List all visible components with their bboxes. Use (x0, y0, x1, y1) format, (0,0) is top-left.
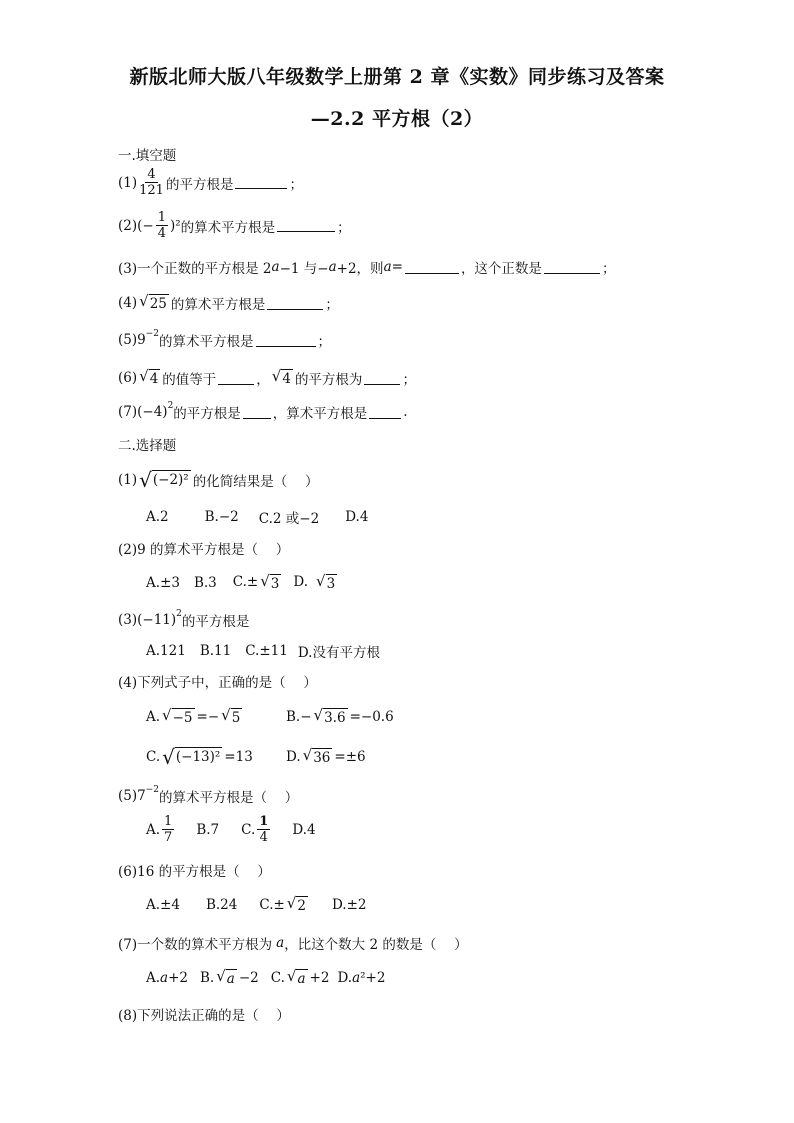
option-d[interactable] (286, 748, 366, 766)
radicand: a (297, 971, 306, 987)
c3-text: 的平方根是 (181, 614, 250, 630)
option-a-label: A. (146, 821, 161, 838)
option-d[interactable]: D.没有平方根 (297, 645, 380, 661)
choice-1-options (146, 507, 368, 527)
sqrt-expression (316, 574, 337, 592)
q3-end: ； (601, 261, 616, 277)
radical-sign-icon: √ (302, 746, 313, 764)
answer-blank[interactable] (267, 297, 323, 310)
equals-text: =−0.6 (349, 709, 394, 725)
fraction-numerator: 1 (259, 814, 269, 829)
option-b-rest: −2 (238, 970, 259, 986)
q4-end: ； (325, 297, 339, 313)
question-fill-6 (118, 368, 416, 388)
sqrt-expression (139, 294, 169, 312)
option-b[interactable] (200, 969, 259, 987)
question-fill-1 (118, 168, 303, 197)
section-choice: 二.选择题 (118, 438, 177, 454)
option-a[interactable] (146, 708, 286, 726)
radical-sign-icon: √ (139, 468, 152, 492)
answer-blank[interactable] (369, 406, 401, 419)
sqrt-expression (272, 369, 293, 387)
q1-prefix: (1) (118, 174, 138, 191)
option-c-label: C. (241, 821, 256, 838)
choice-4-options-row-2 (146, 747, 366, 767)
option-d-label: D. (337, 970, 353, 986)
radical-sign-icon: √ (313, 706, 324, 724)
sqrt-expression (216, 969, 237, 987)
option-c-label: C.± (232, 574, 259, 590)
answer-blank[interactable] (364, 372, 400, 385)
fraction (257, 815, 270, 844)
equals-text: =±6 (334, 749, 366, 765)
fraction (156, 211, 168, 240)
answer-blank[interactable] (277, 219, 335, 232)
sqrt-expression (287, 896, 308, 914)
radical-sign-icon: √ (139, 367, 149, 385)
q6-text: 的值等于 (162, 372, 217, 388)
superscript: 2 (176, 609, 182, 619)
equals-text: =13 (224, 749, 253, 765)
radical-sign-icon: √ (286, 967, 297, 985)
radical-sign-icon: √ (216, 967, 226, 985)
option-c[interactable] (146, 747, 286, 767)
option-c[interactable]: C.2 或−2 (258, 511, 320, 527)
fraction-denominator: 121 (139, 183, 164, 198)
radicand: 3 (270, 576, 280, 592)
option-a[interactable]: A.2 (146, 509, 169, 525)
q5-text: 的算术平方根是 (159, 334, 254, 350)
q6-end: ； (402, 372, 416, 388)
var-a: a (160, 970, 169, 986)
radicand: a (226, 971, 235, 987)
choice-2-options (146, 574, 339, 592)
radicand: (−13)² (175, 749, 221, 765)
q3-text-a: (3)一个正数的平方根是 2 (118, 261, 272, 277)
option-d[interactable] (337, 970, 385, 986)
fraction-numerator: 1 (157, 210, 166, 225)
option-d-label: D. (286, 749, 301, 765)
equals-text: =− (196, 709, 220, 725)
option-a-rest: +2 (168, 970, 189, 986)
q2-sup: )² (169, 217, 181, 234)
option-c-label: C. (146, 749, 161, 765)
q6-text-2: 的平方根为 (294, 372, 363, 388)
radicand: 2 (297, 898, 306, 914)
option-a[interactable] (146, 815, 176, 844)
fraction (139, 168, 164, 197)
c7-text-2: ，比这个数大 2 的数是（ ） (284, 937, 468, 953)
option-a[interactable]: A.121 (146, 643, 186, 659)
question-fill-7 (118, 402, 408, 422)
option-c[interactable] (241, 815, 272, 844)
radical-sign-icon: √ (221, 706, 231, 724)
answer-blank[interactable] (256, 334, 316, 347)
title-line-2: —2.2 平方根（2） (310, 108, 484, 130)
option-d-label: D. (293, 574, 309, 590)
answer-blank[interactable] (405, 261, 459, 274)
radicand: 3 (326, 576, 336, 592)
var-a: a (383, 259, 392, 275)
radicand: 25 (149, 296, 167, 312)
question-choice-1 (118, 470, 319, 490)
q7-end: . (403, 404, 408, 420)
option-b[interactable]: B.−2 (204, 509, 239, 525)
question-choice-6: (6)16 的平方根是（ ） (118, 864, 271, 880)
question-fill-2 (118, 211, 351, 240)
sqrt-expression (139, 369, 160, 387)
radical-sign-icon: √ (271, 367, 282, 385)
var-a: a (328, 259, 337, 275)
question-choice-8: (8)下列说法正确的是（ ） (118, 1008, 290, 1024)
answer-blank[interactable] (544, 261, 600, 274)
choice-7-options (146, 969, 385, 987)
q7-text: 的平方根是 (173, 406, 241, 422)
q7-prefix: (7)(−4) (118, 404, 168, 420)
option-c-label: C.± (259, 897, 285, 913)
c5-prefix: (5)7 (118, 788, 146, 804)
option-d[interactable] (293, 574, 339, 592)
var-a: a (352, 970, 361, 986)
option-b[interactable] (286, 708, 394, 726)
fraction-numerator: 1 (164, 814, 173, 829)
superscript: −2 (145, 785, 159, 795)
option-c[interactable] (259, 896, 310, 914)
fraction-denominator: 4 (157, 226, 166, 241)
fraction-denominator: 7 (164, 830, 173, 845)
q7-sep: ，算术平方根是 (272, 406, 368, 422)
option-a-label: A. (146, 709, 161, 725)
radicand: −5 (172, 710, 193, 726)
q3-text-e: +2，则 (336, 261, 384, 277)
choice-4-options-row-1 (146, 708, 394, 726)
option-b[interactable]: B.11 (199, 643, 232, 659)
q2-prefix: (2)(− (118, 217, 154, 234)
q6-sep: ， (256, 372, 270, 388)
sqrt-expression (139, 470, 191, 490)
q3-text-h: ，这个正数是 (460, 261, 542, 277)
radical-sign-icon: √ (286, 894, 297, 912)
radical-sign-icon: √ (139, 292, 149, 310)
option-d[interactable]: D.±2 (331, 897, 367, 913)
radicand: 4 (149, 371, 159, 387)
q3-text-g: = (391, 259, 403, 275)
sqrt-expression (162, 708, 194, 726)
q1-end: ； (289, 176, 303, 193)
title-line-1: 新版北师大版八年级数学上册第 2 章《实数》同步练习及答案 (129, 66, 665, 88)
sqrt-expression (303, 748, 333, 766)
superscript: −2 (145, 329, 159, 339)
option-c-rest: +2 (309, 970, 330, 986)
section-fill-blank: 一.填空题 (118, 148, 177, 164)
c1-text: 的化简结果是（ ） (192, 474, 319, 490)
radical-sign-icon: √ (162, 706, 172, 724)
sqrt-expression (221, 708, 242, 726)
option-a[interactable]: A.±4 (146, 897, 180, 913)
radicand: 3.6 (324, 710, 346, 726)
superscript: 2 (167, 401, 174, 411)
radicand: 5 (231, 710, 241, 726)
radical-sign-icon: √ (162, 745, 175, 769)
answer-blank[interactable] (218, 372, 254, 385)
fraction-numerator: 4 (147, 167, 156, 182)
option-d[interactable]: D.4 (292, 821, 316, 838)
choice-6-options (146, 896, 367, 914)
answer-blank[interactable] (235, 176, 287, 189)
question-choice-4: (4)下列式子中，正确的是（ ） (118, 675, 317, 691)
sqrt-expression (162, 747, 222, 767)
answer-blank[interactable] (243, 406, 271, 419)
radicand: 4 (282, 371, 291, 387)
q1-text: 的平方根是 (165, 176, 234, 193)
option-c[interactable]: C.±11 (245, 643, 288, 659)
option-b[interactable]: B.24 (205, 897, 238, 913)
option-a[interactable] (146, 970, 188, 986)
question-choice-5 (118, 786, 298, 806)
q3-text-c: −1 与− (279, 261, 329, 277)
option-c[interactable] (233, 574, 284, 592)
q6-prefix: (6) (118, 370, 138, 386)
q5-prefix: (5)9 (118, 332, 146, 348)
option-c-label: C. (270, 970, 285, 986)
c3-prefix: (3)(−11) (118, 612, 177, 628)
sqrt-expression (260, 574, 281, 592)
option-b-label: B.− (286, 709, 312, 725)
choice-3-options (146, 641, 380, 661)
c5-text: 的算术平方根是（ ） (159, 790, 299, 806)
question-choice-3 (118, 610, 249, 630)
q4-prefix: (4) (118, 295, 138, 311)
option-b[interactable]: B.7 (196, 821, 220, 838)
option-a[interactable]: A.±3 (146, 575, 180, 591)
q2-text: 的算术平方根是 (180, 219, 276, 236)
option-c[interactable] (271, 969, 330, 987)
option-a-label: A. (146, 970, 161, 986)
choice-5-options (146, 815, 316, 844)
fraction-denominator: 4 (259, 830, 268, 845)
var-a: a (271, 259, 280, 275)
radicand: (−2)² (152, 472, 189, 488)
option-d[interactable]: D.4 (345, 509, 369, 525)
option-b-label: B. (200, 970, 215, 986)
option-b[interactable]: B.3 (193, 575, 217, 591)
q2-end: ； (337, 219, 351, 236)
var-a: a (276, 935, 285, 951)
q5-end: ； (317, 334, 331, 350)
question-fill-5 (118, 330, 331, 350)
q4-text: 的算术平方根是 (170, 297, 266, 313)
sqrt-expression (287, 969, 308, 987)
option-d-rest: ²+2 (360, 970, 386, 986)
radical-sign-icon: √ (316, 572, 326, 590)
radicand: 36 (313, 750, 331, 766)
question-choice-2: (2)9 的算术平方根是（ ） (118, 542, 290, 558)
radical-sign-icon: √ (260, 572, 270, 590)
question-fill-3 (118, 257, 615, 277)
c7-text-1: (7)一个数的算术平方根为 (118, 937, 273, 953)
question-choice-7 (118, 933, 468, 953)
fraction (162, 815, 174, 844)
question-fill-4 (118, 293, 339, 313)
c1-prefix: (1) (118, 472, 138, 488)
sqrt-expression (314, 708, 348, 726)
